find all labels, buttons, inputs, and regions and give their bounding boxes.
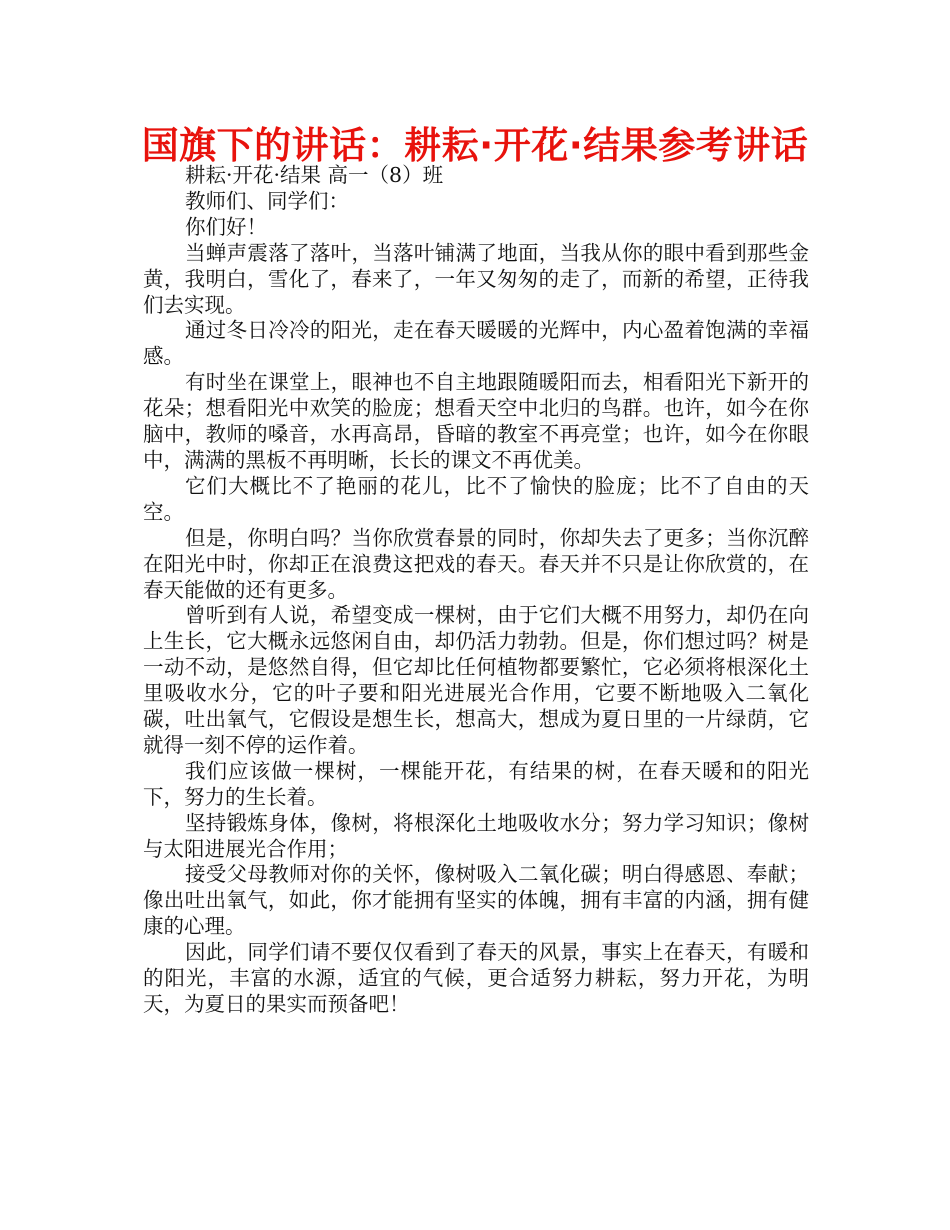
paragraph: 它们大概比不了艳丽的花儿，比不了愉快的脸庞；比不了自由的天空。: [143, 473, 809, 524]
paragraph: 通过冬日冷冷的阳光，走在春天暖暖的光辉中，内心盈着饱满的幸福感。: [143, 318, 809, 369]
paragraph-salutation: 教师们、同学们：: [185, 188, 349, 213]
paragraph: 我们应该做一棵树，一棵能开花，有结果的树，在春天暖和的阳光下，努力的生长着。: [143, 758, 809, 809]
paragraph: 但是，你明白吗？当你欣赏春景的同时，你却失去了更多；当你沉醉在阳光中时，你却正在浪费这把戏的春天。春天并不只是让你欣赏的，在春天能做的还有更多。: [143, 525, 809, 602]
paragraph: 接受父母教师对你的关怀，像树吸入二氧化碳；明白得感恩、奉献；像出吐出氧气，如此，你才能拥有坚实的体魄，拥有丰富的内涵，拥有健康的心理。: [143, 862, 809, 939]
paragraph-closing: 因此，同学们请不要仅仅看到了春天的风景，事实上在春天，有暖和的阳光，丰富的水源，适宜的气候，更合适努力耕耘，努力开花，为明天，为夏日的果实而预备吧！: [143, 940, 809, 1016]
paragraph-subtitle: 耕耘·开花·结果 高一（8）班: [185, 163, 444, 187]
paragraph: 有时坐在课堂上，眼神也不自主地跟随暖阳而去，相看阳光下新开的花朵；想看阳光中欢笑的脸庞；想看天空中北归的鸟群。也许，如今在你脑中，教师的嗓音，水再高昂，昏暗的教室不再亮堂；也许，如今在你眼中，满满的黑板不再明晰，长长的课文不再优美。: [143, 370, 809, 472]
paragraph: 当蝉声震落了落叶，当落叶铺满了地面，当我从你的眼中看到那些金黄，我明白，雪化了，春来了，一年又匆匆的走了，而新的希望，正待我们去实现。: [143, 240, 809, 317]
paragraph: 曾听到有人说，希望变成一棵树，由于它们大概不用努力，却仍在向上生长，它大概永远悠闲自由，却仍活力勃勃。但是，你们想过吗？树是一动不动，是悠然自得，但它却比任何植物都要繁忙，它必须将根深化土里吸收水分，它的叶子要和阳光进展光合作用，它要不断地吸入二氧化碳，吐出氧气，它假设是想生长，想高大，想成为夏日里的一片绿荫，它就得一刻不停的运作着。: [143, 603, 809, 757]
document-body: [143, 163, 809, 1018]
document-title: 国旗下的讲话：耕耘·开花·结果参考讲话: [141, 124, 809, 167]
paragraph: 坚持锻炼身体，像树，将根深化土地吸收水分；努力学习知识；像树与太阳进展光合作用；: [143, 810, 809, 861]
paragraph-greeting: 你们好！: [185, 214, 267, 239]
